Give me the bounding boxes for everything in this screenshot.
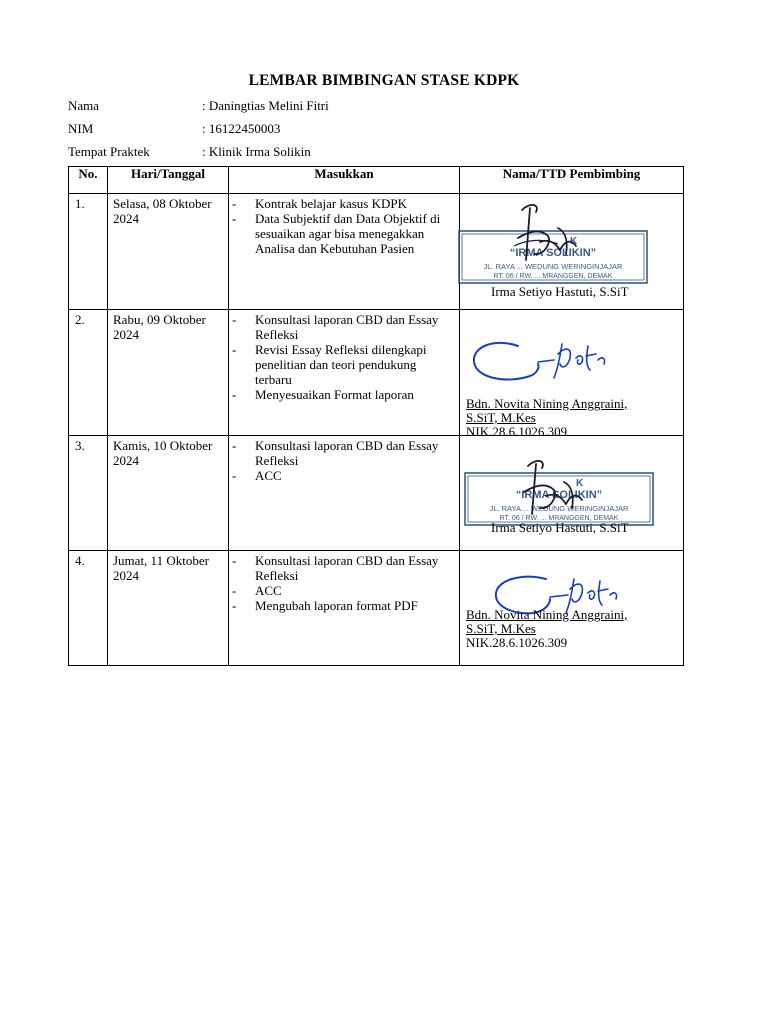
name-label: Nama — [68, 98, 100, 113]
svg-text:K: K — [570, 236, 578, 247]
note-item: - Konsultasi laporan CBD dan Essay Refleksi — [232, 312, 439, 342]
name-value: : Daningtias Melini Fitri — [202, 98, 329, 113]
row-notes — [229, 436, 460, 551]
supervisor-name: Bdn. Novita Nining Anggraini, — [466, 607, 628, 622]
note-item: - Kontrak belajar kasus KDPK — [232, 196, 407, 211]
row-number: 1. — [69, 194, 108, 310]
note-item: - ACC — [232, 468, 282, 483]
note-item: - Konsultasi laporan CBD dan Essay Refleksi — [232, 438, 439, 468]
svg-text:RT. 06 / RW. ... MRANGGEN, DEM: RT. 06 / RW. ... MRANGGEN, DEMAK — [499, 515, 619, 522]
supervisor-title: S.SiT, M.Kes — [466, 621, 536, 636]
svg-text:K: K — [576, 478, 584, 489]
note-item: - Mengubah laporan format PDF — [232, 598, 418, 613]
note-item: - Revisi Essay Refleksi dilengkapi penelitian dan teori pendukung terbaru — [232, 342, 427, 387]
row-signature — [460, 436, 684, 551]
signature-scribble — [466, 334, 626, 394]
supervisor-nik: NIK.28.6.1026.309 — [466, 635, 568, 650]
supervisor-name: Irma Setiyo Hastuti, S.SiT — [491, 284, 629, 299]
signature-scribble — [500, 198, 600, 278]
table-row — [69, 194, 684, 310]
table-row — [69, 310, 684, 436]
row-number: 2. — [69, 310, 108, 436]
note-item: - Konsultasi laporan CBD dan Essay Refleksi — [232, 553, 439, 583]
row-date: Rabu, 09 Oktober 2024 — [108, 310, 229, 436]
nim-label: NIM — [68, 121, 94, 136]
table-row — [69, 436, 684, 551]
note-item: - Data Subjektif dan Data Objektif di sesuaikan agar bisa menegakkan Analisa dan Kebutuhan Pasien — [232, 211, 441, 256]
svg-text:RT. 06 / RW. ... MRANGGEN, DEM: RT. 06 / RW. ... MRANGGEN, DEMAK — [493, 273, 613, 280]
header-notes: Masukkan — [229, 167, 460, 194]
note-item: - ACC — [232, 583, 282, 598]
row-date: Kamis, 10 Oktober 2024 — [108, 436, 229, 551]
svg-text:JL. RAYA ... WEDUNG WERINGINJA: JL. RAYA ... WEDUNG WERINGINJAJAR — [483, 262, 623, 271]
row-signature — [460, 194, 684, 310]
row-notes — [229, 194, 460, 310]
supervisor-name: Bdn. Novita Nining Anggraini, — [466, 396, 628, 411]
supervisor-title: S.SiT, M.Kes — [466, 410, 536, 425]
nim-value: : 16122450003 — [202, 121, 281, 136]
guidance-table — [68, 166, 684, 666]
place-value: : Klinik Irma Solikin — [202, 144, 311, 159]
note-item: - Menyesuaikan Format laporan — [232, 387, 414, 402]
row-notes — [229, 310, 460, 436]
row-signature — [460, 551, 684, 666]
row-number: 4. — [69, 551, 108, 666]
table-header-row — [69, 167, 684, 194]
row-notes — [229, 551, 460, 666]
svg-text:“IRMA SOLIKIN”: “IRMA SOLIKIN” — [509, 247, 597, 259]
row-date: Selasa, 08 Oktober 2024 — [108, 194, 229, 310]
place-label: Tempat Praktek — [68, 144, 150, 159]
header-date: Hari/Tanggal — [108, 167, 229, 194]
supervisor-name: Irma Setiyo Hastuti, S.SiT — [491, 520, 629, 535]
page-title: LEMBAR BIMBINGAN STASE KDPK — [248, 72, 520, 89]
svg-text:JL. RAYA ... WEDUNG WERINGINJA: JL. RAYA ... WEDUNG WERINGINJAJAR — [489, 504, 629, 513]
table-row — [69, 551, 684, 666]
header-supervisor: Nama/TTD Pembimbing — [460, 167, 684, 194]
row-number: 3. — [69, 436, 108, 551]
header-no: No. — [69, 167, 108, 194]
row-signature — [460, 310, 684, 439]
row-date: Jumat, 11 Oktober 2024 — [108, 551, 229, 666]
supervisor-nik: NIK.28.6.1026.309 — [466, 424, 568, 439]
svg-text:“IRMA SOLIKIN”: “IRMA SOLIKIN” — [515, 489, 603, 501]
